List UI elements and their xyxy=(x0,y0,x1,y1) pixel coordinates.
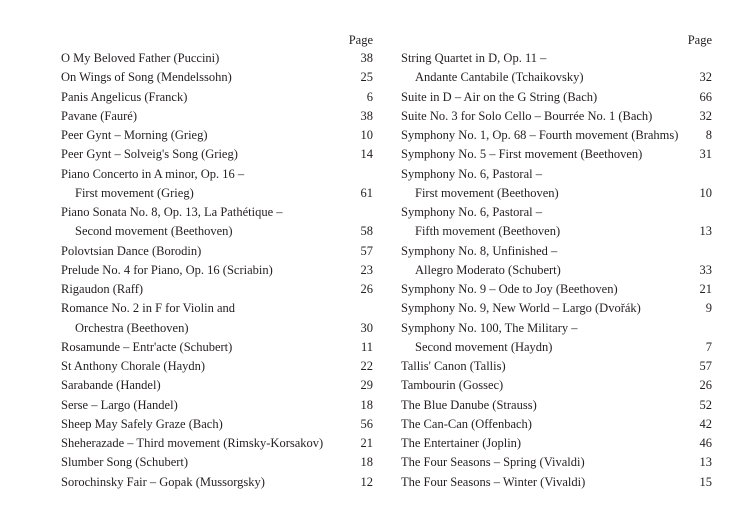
index-entry-line xyxy=(61,49,373,68)
index-entry xyxy=(61,49,373,68)
index-entry-line xyxy=(401,145,712,164)
entry-title: Polovtsian Dance (Borodin) xyxy=(61,243,202,258)
index-entry xyxy=(61,145,373,164)
index-entry-line xyxy=(401,453,712,472)
entry-page-number: 25 xyxy=(360,70,373,85)
index-entry-line xyxy=(401,280,712,299)
index-entry xyxy=(61,126,373,145)
entry-title: Orchestra (Beethoven) xyxy=(75,320,189,335)
entry-page-number: 10 xyxy=(699,185,712,200)
entry-title: Suite in D – Air on the G String (Bach) xyxy=(401,89,598,104)
entry-title: Piano Concerto in A minor, Op. 16 – xyxy=(61,166,245,181)
index-entry xyxy=(401,203,712,242)
index-entry xyxy=(61,203,373,242)
index-entry-line xyxy=(61,415,373,434)
entry-title: The Four Seasons – Winter (Vivaldi) xyxy=(401,474,586,489)
index-entry-line xyxy=(61,126,373,145)
index-entry-line xyxy=(61,107,373,126)
index-entry-line xyxy=(401,434,712,453)
entry-title: Slumber Song (Schubert) xyxy=(61,455,189,470)
entry-title: The Four Seasons – Spring (Vivaldi) xyxy=(401,455,585,470)
entry-page-number: 58 xyxy=(360,224,373,239)
index-entry xyxy=(401,376,712,395)
index-entry-line xyxy=(61,280,373,299)
index-entry xyxy=(61,107,373,126)
entry-title: Piano Sonata No. 8, Op. 13, La Pathétique – xyxy=(61,205,283,219)
entry-title: Symphony No. 9, New World – Largo (Dvořák) xyxy=(401,301,641,316)
entry-page-number: 9 xyxy=(705,301,712,316)
entry-title: Panis Angelicus (Franck) xyxy=(61,89,188,104)
entry-page-number: 33 xyxy=(699,262,712,277)
entry-title: Sheherazade – Third movement (Rimsky-Korsakov) xyxy=(61,436,324,450)
entry-page-number: 8 xyxy=(705,128,712,142)
index-entry-line xyxy=(61,242,373,261)
entry-page-number: 15 xyxy=(699,474,712,489)
entry-page-number: 30 xyxy=(360,320,373,335)
index-entry-line xyxy=(61,261,373,280)
index-entry xyxy=(61,415,373,434)
entry-title: Sheep May Safely Graze (Bach) xyxy=(61,416,223,431)
entry-page-number: 14 xyxy=(360,147,373,162)
index-entry-line xyxy=(61,473,373,492)
index-entry-list xyxy=(61,49,373,492)
entry-title: O My Beloved Father (Puccini) xyxy=(61,51,220,65)
entry-page-number: 13 xyxy=(699,455,712,470)
index-entry xyxy=(401,396,712,415)
index-entry xyxy=(401,107,712,126)
index-entry-line xyxy=(61,319,373,338)
index-entry-line xyxy=(401,473,712,492)
entry-title: Prelude No. 4 for Piano, Op. 16 (Scriabin) xyxy=(61,262,273,277)
index-entry xyxy=(401,299,712,318)
index-entry xyxy=(61,88,373,107)
index-entry xyxy=(401,49,712,88)
index-entry-line xyxy=(61,357,373,376)
index-entry-line xyxy=(401,203,712,222)
entry-title: St Anthony Chorale (Haydn) xyxy=(61,359,206,373)
index-entry-line xyxy=(61,338,373,357)
index-entry xyxy=(61,453,373,472)
entry-page-number: 29 xyxy=(360,378,373,393)
entry-title: Pavane (Fauré) xyxy=(61,108,138,123)
entry-title: First movement (Beethoven) xyxy=(415,185,559,200)
index-entry xyxy=(401,453,712,472)
index-entry xyxy=(61,434,373,453)
index-entry xyxy=(61,357,373,376)
entry-page-number: 38 xyxy=(360,108,373,123)
entry-page-number: 23 xyxy=(360,262,373,277)
right-index-column xyxy=(401,32,712,492)
entry-page-number: 52 xyxy=(699,397,712,412)
entry-page-number: 7 xyxy=(705,339,712,354)
entry-page-number: 10 xyxy=(360,128,373,142)
index-entry-line xyxy=(401,68,712,87)
entry-title: Tallis' Canon (Tallis) xyxy=(401,359,506,373)
entry-page-number: 18 xyxy=(360,455,373,470)
index-entry xyxy=(61,473,373,492)
entry-title: Peer Gynt – Morning (Grieg) xyxy=(61,128,208,142)
entry-page-number: 31 xyxy=(699,147,712,162)
index-entry-line xyxy=(61,165,373,184)
entry-page-number: 21 xyxy=(360,436,373,450)
index-entry-line xyxy=(61,453,373,472)
index-entry-line xyxy=(401,338,712,357)
index-entry-list xyxy=(401,49,712,492)
index-entry-line xyxy=(61,222,373,241)
entry-page-number: 42 xyxy=(699,416,712,431)
entry-title: Sarabande (Handel) xyxy=(61,378,161,393)
entry-page-number: 32 xyxy=(699,108,712,123)
entry-title: The Entertainer (Joplin) xyxy=(401,436,522,450)
entry-title: Suite No. 3 for Solo Cello – Bourrée No. 1 (Bach) xyxy=(401,108,653,123)
entry-title: Peer Gynt – Solveig's Song (Grieg) xyxy=(61,147,238,162)
entry-title: Allegro Moderato (Schubert) xyxy=(415,262,561,277)
entry-page-number: 6 xyxy=(366,89,373,104)
index-entry xyxy=(61,396,373,415)
index-entry-line xyxy=(401,107,712,126)
entry-title: Symphony No. 6, Pastoral – xyxy=(401,205,542,219)
entry-title: The Can-Can (Offenbach) xyxy=(401,416,532,431)
entry-title: Serse – Largo (Handel) xyxy=(61,397,178,412)
entry-title: First movement (Grieg) xyxy=(75,185,194,200)
entry-title: Symphony No. 100, The Military – xyxy=(401,320,578,335)
index-entry-line xyxy=(61,299,373,318)
index-entry-line xyxy=(401,126,712,145)
index-entry-line xyxy=(61,434,373,453)
index-entry-line xyxy=(61,68,373,87)
entry-page-number: 57 xyxy=(360,243,373,258)
entry-title: Second movement (Beethoven) xyxy=(75,224,233,239)
index-entry xyxy=(61,299,373,338)
page-column-header: Page xyxy=(348,33,373,47)
index-entry-line xyxy=(401,242,712,261)
entry-page-number: 57 xyxy=(699,359,712,373)
index-entry-line xyxy=(401,415,712,434)
index-entry-line xyxy=(401,88,712,107)
left-index-column xyxy=(61,32,373,492)
entry-title: Second movement (Haydn) xyxy=(415,339,553,354)
index-entry-line xyxy=(61,145,373,164)
index-entry xyxy=(401,434,712,453)
entry-title: The Blue Danube (Strauss) xyxy=(401,397,537,412)
page-column-header: Page xyxy=(687,33,712,47)
index-entry xyxy=(401,319,712,358)
index-entry-line xyxy=(401,261,712,280)
entry-page-number: 61 xyxy=(360,185,373,200)
entry-title: Sorochinsky Fair – Gopak (Mussorgsky) xyxy=(61,474,265,489)
index-entry xyxy=(61,242,373,261)
entry-title: Andante Cantabile (Tchaikovsky) xyxy=(415,70,584,85)
index-entry xyxy=(401,165,712,204)
entry-title: String Quartet in D, Op. 11 – xyxy=(401,51,547,65)
index-entry-line xyxy=(401,49,712,68)
entry-title: Symphony No. 9 – Ode to Joy (Beethoven) xyxy=(401,282,618,296)
entry-page-number: 38 xyxy=(360,51,373,65)
index-entry xyxy=(61,165,373,204)
index-entry-line xyxy=(61,203,373,222)
entry-page-number: 32 xyxy=(699,70,712,85)
entry-page-number: 66 xyxy=(699,89,712,104)
index-entry-line xyxy=(401,376,712,395)
entry-page-number: 21 xyxy=(699,282,712,296)
index-entry xyxy=(61,261,373,280)
index-entry-line xyxy=(61,88,373,107)
index-entry xyxy=(401,88,712,107)
index-entry-line xyxy=(401,184,712,203)
index-entry xyxy=(61,338,373,357)
index-entry-line xyxy=(61,184,373,203)
entry-page-number: 56 xyxy=(360,416,373,431)
entry-title: On Wings of Song (Mendelssohn) xyxy=(61,70,232,85)
index-entry xyxy=(401,242,712,281)
entry-page-number: 13 xyxy=(699,224,712,239)
entry-page-number: 26 xyxy=(360,282,373,296)
entry-page-number: 26 xyxy=(699,378,712,393)
index-entry xyxy=(401,126,712,145)
entry-page-number: 18 xyxy=(360,397,373,412)
entry-title: Symphony No. 1, Op. 68 – Fourth movement (Brahms) xyxy=(401,128,679,142)
index-entry xyxy=(61,280,373,299)
entry-page-number: 12 xyxy=(360,474,373,489)
index-entry xyxy=(401,280,712,299)
index-entry-line xyxy=(61,376,373,395)
entry-page-number: 11 xyxy=(360,339,373,354)
index-entry xyxy=(401,357,712,376)
index-entry xyxy=(401,473,712,492)
index-entry-line xyxy=(401,222,712,241)
entry-title: Tambourin (Gossec) xyxy=(401,378,504,393)
entry-title: Rosamunde – Entr'acte (Schubert) xyxy=(61,339,233,354)
index-entry-line xyxy=(401,319,712,338)
index-entry-line xyxy=(61,396,373,415)
entry-title: Romance No. 2 in F for Violin and xyxy=(61,301,235,316)
index-entry-line xyxy=(401,299,712,318)
index-entry xyxy=(61,376,373,395)
index-entry xyxy=(61,68,373,87)
index-entry xyxy=(401,415,712,434)
entry-title: Symphony No. 5 – First movement (Beethoven) xyxy=(401,147,643,162)
index-entry xyxy=(401,145,712,164)
index-entry-line xyxy=(401,357,712,376)
entry-title: Symphony No. 6, Pastoral – xyxy=(401,166,542,181)
entry-page-number: 46 xyxy=(699,436,712,450)
entry-page-number: 22 xyxy=(360,359,373,373)
entry-title: Symphony No. 8, Unfinished – xyxy=(401,243,558,258)
index-entry-line xyxy=(401,396,712,415)
entry-title: Rigaudon (Raff) xyxy=(61,282,144,296)
entry-title: Fifth movement (Beethoven) xyxy=(415,224,561,239)
index-entry-line xyxy=(401,165,712,184)
